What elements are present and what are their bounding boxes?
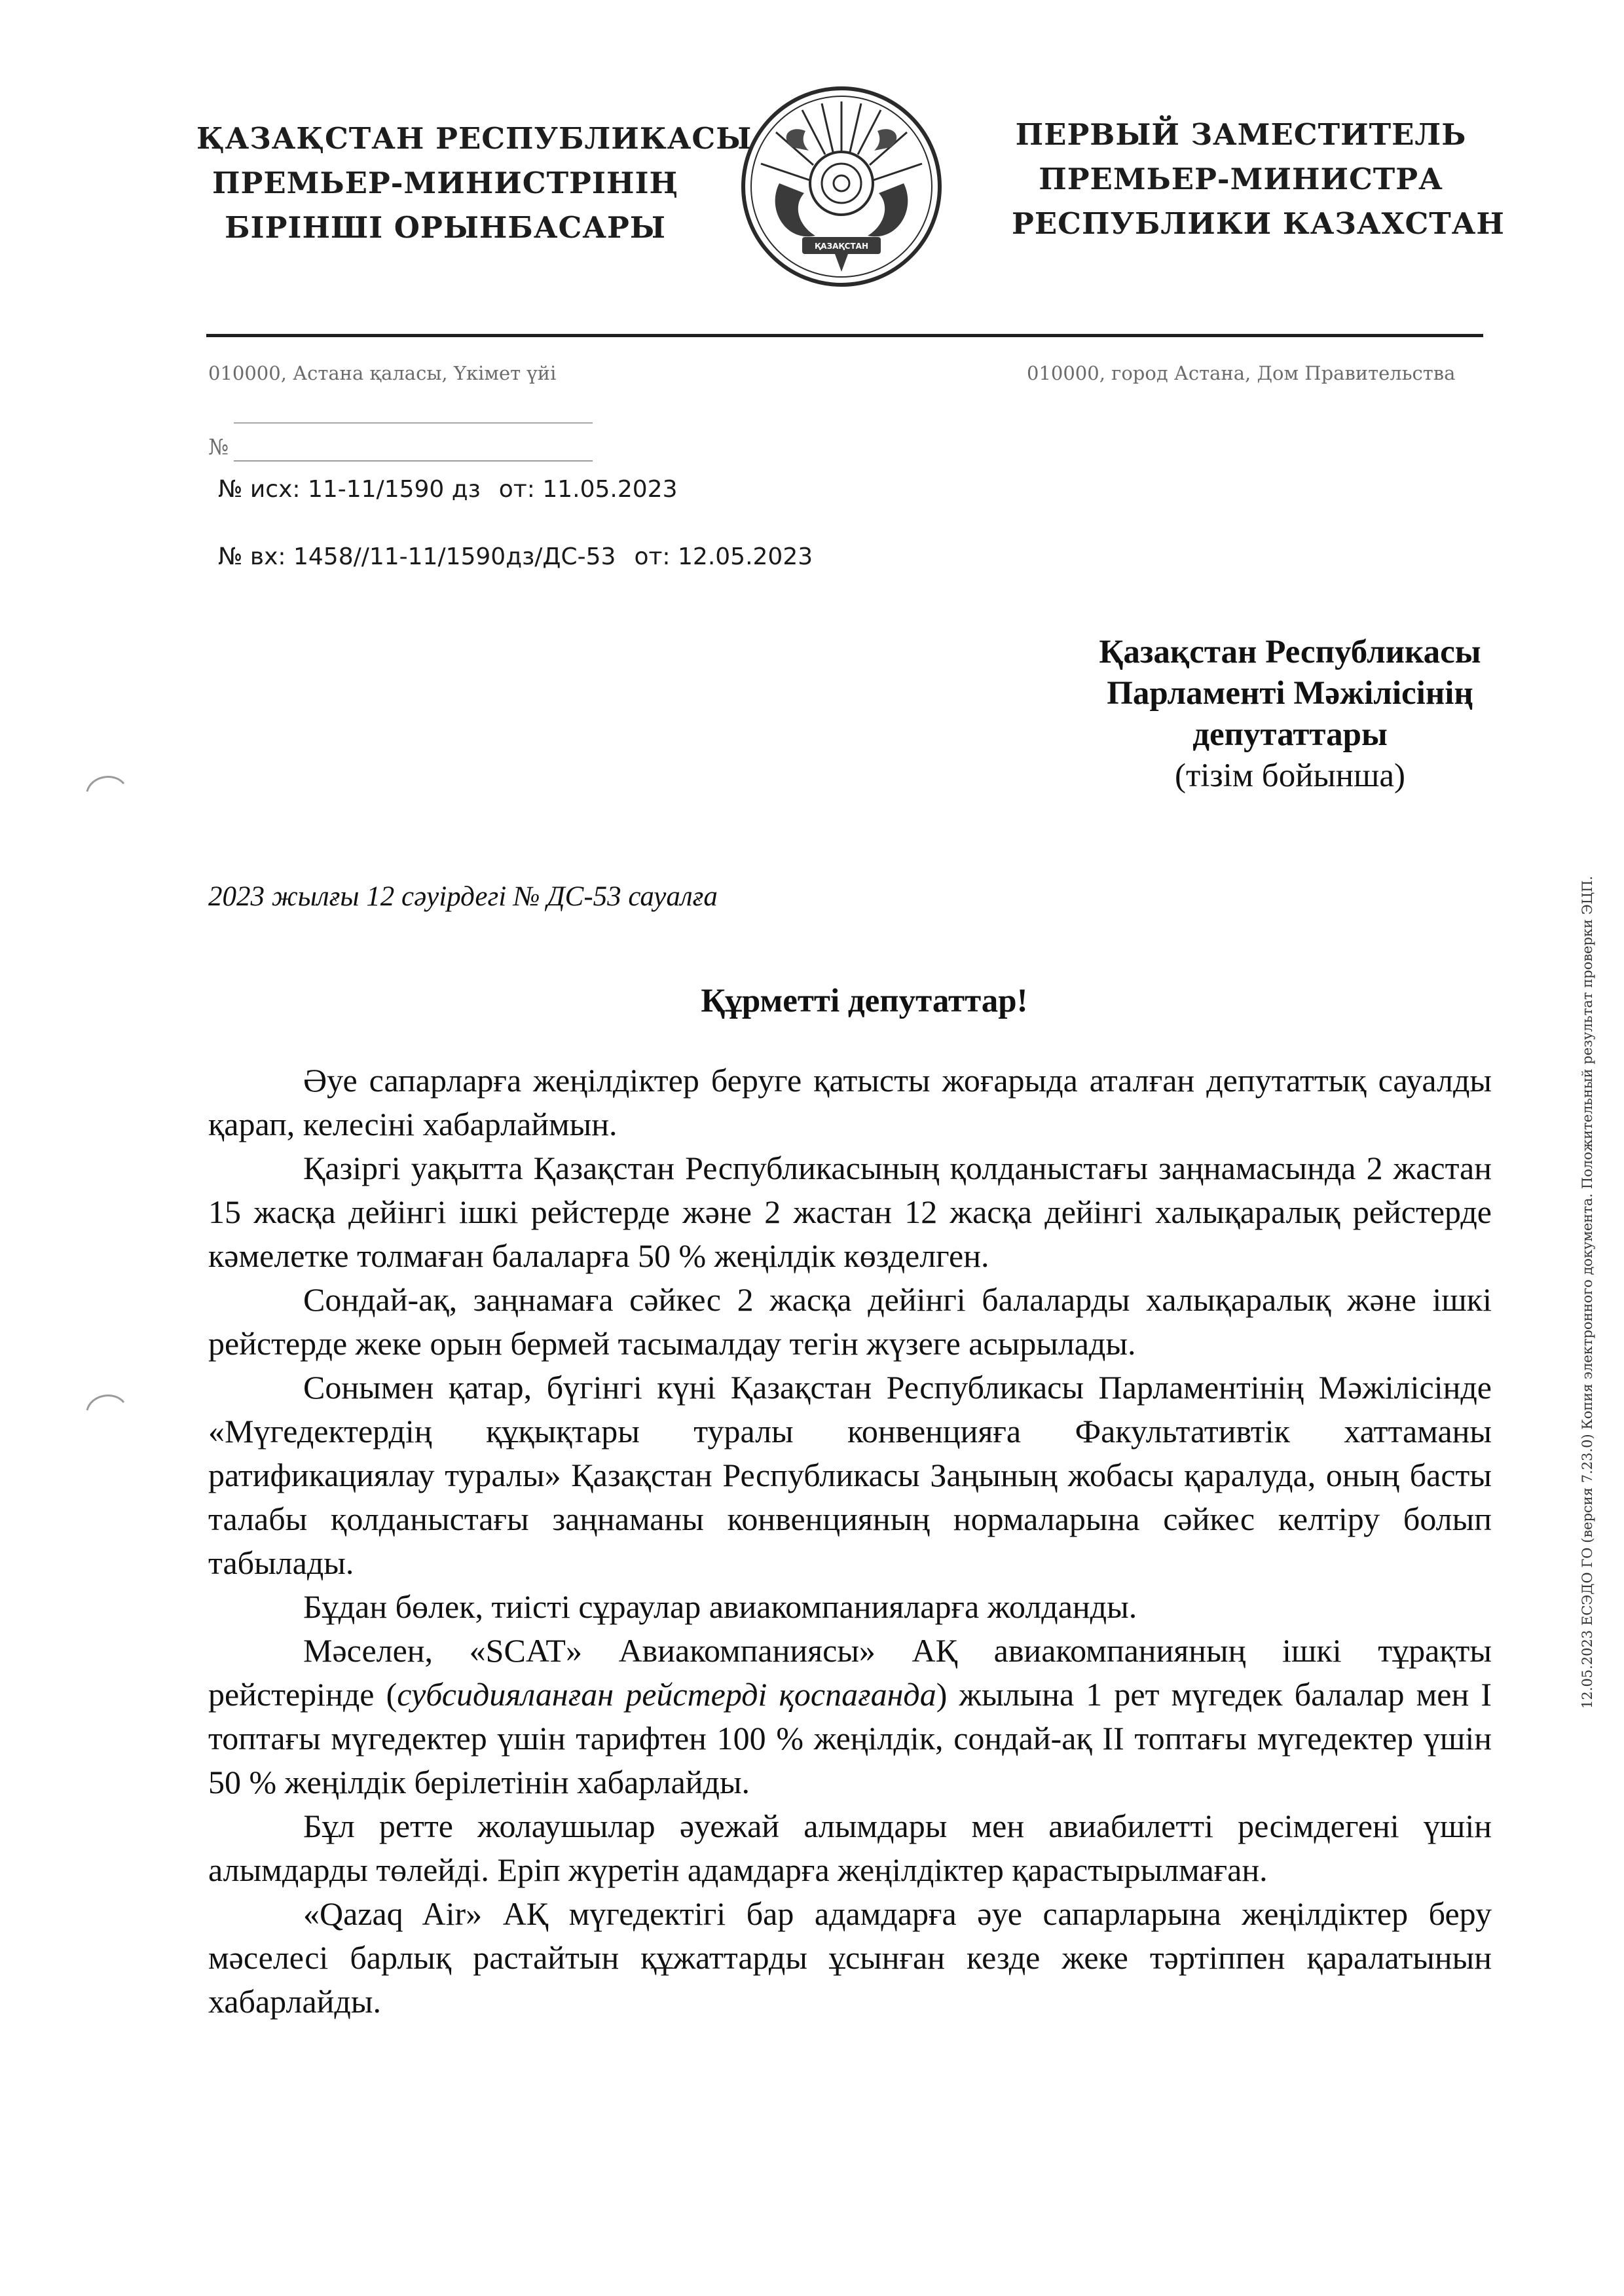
header-left-title	[196, 117, 752, 250]
header-left-line-2: ПРЕМЬЕР-МИНИСТРІНІҢ	[212, 166, 678, 200]
paragraph-1: Әуе сапарларға жеңілдіктер беруге қатысты жоғарыда аталған депутаттық сауалды қарап, келесіні хабарлаймын.	[208, 1062, 1492, 1142]
addressee-line-2: Парламенті Мәжілісінің	[1107, 675, 1473, 712]
reference-line: 2023 жылғы 12 сәуірдегі № ДС-53 сауалға	[208, 881, 718, 912]
number-label: №	[208, 434, 229, 460]
header-right-line-2: ПРЕМЬЕР-МИНИСТРА	[1039, 162, 1443, 196]
date-line	[234, 422, 593, 424]
emblem-ribbon-text: ҚАЗАҚСТАН	[814, 242, 869, 251]
header-right-line-1: ПЕРВЫЙ ЗАМЕСТИТЕЛЬ	[1015, 117, 1467, 152]
paragraph-6	[208, 1629, 1492, 1804]
paragraph-5: Бұдан бөлек, тиісті сұраулар авиакомпанияларға жолданды.	[303, 1588, 1137, 1625]
salutation: Құрметті депутаттар!	[701, 983, 1028, 1019]
header-right-title	[1012, 113, 1505, 246]
incoming-date: от: 12.05.2023	[634, 543, 813, 570]
edoc-side-note: 12.05.2023 ЕСЭДО ГО (версия 7.23.0) Копия электронного документа. Положительный результат проверки ЭЦП.	[1579, 875, 1595, 1709]
state-emblem	[740, 85, 943, 288]
paragraph-3: Сондай-ақ, заңнамаға сәйкес 2 жасқа дейінгі балаларды халықаралық және ішкі рейстерде жеке орын бермей тасымалдау тегін жүзеге асырылады.	[208, 1281, 1492, 1362]
addressee-line-4: (тізім бойынша)	[1175, 757, 1405, 794]
punch-mark-icon	[82, 1388, 128, 1414]
paragraph-4: Сонымен қатар, бүгінгі күні Қазақстан Республикасы Парламентінің Мәжілісінде «Мүгедектердің құқықтары туралы конвенцияға Факультативтік хаттаманы ратификациялау туралы» Қазақстан Республикасы Заңының жобасы қаралуда, оның басты талабы қолданыстағы заңнаманы конвенцияның нормаларына сәйкес келтіру болып табылады.	[208, 1369, 1492, 1581]
address-right: 010000, город Астана, Дом Правительства	[1027, 362, 1456, 384]
number-line	[234, 460, 593, 462]
paragraph-6-italic: субсидияланған рейстерді қоспағанда	[397, 1676, 936, 1713]
addressee-line-3: депутаттары	[1192, 716, 1388, 753]
letter-body	[208, 1059, 1492, 2024]
header-divider	[206, 334, 1483, 337]
outgoing-number: № исх: 11-11/1590 дз	[218, 476, 481, 503]
paragraph-6-start: Мәселен, «SCAT» Авиакомпаниясы» АҚ авиакомпанияның ішкі тұрақты рейстерінде (	[208, 1632, 1492, 1713]
incoming-number: № вх: 1458//11-11/1590дз/ДС-53	[218, 543, 616, 570]
addressee-block	[963, 632, 1617, 797]
paragraph-7: Бұл ретте жолаушылар әуежай алымдары мен авиабилетті ресімдегені үшін алымдарды төлейді. Еріп жүретін адамдарға жеңілдіктер қарастырылмаған.	[208, 1808, 1492, 1888]
header-right-line-3: РЕСПУБЛИКИ КАЗАХСТАН	[1012, 206, 1505, 241]
paragraph-8: «Qazaq Air» АҚ мүгедектігі бар адамдарға әуе сапарларына жеңілдіктер беру мәселесі барлық растайтын құжаттарды ұсынған кезде жеке тәртіппен қаралатынын хабарлайды.	[208, 1895, 1492, 2020]
outgoing-date: от: 11.05.2023	[498, 476, 678, 503]
address-left: 010000, Астана қаласы, Үкімет үйі	[208, 362, 557, 384]
incoming-registration	[218, 543, 813, 570]
addressee-line-1: Қазақстан Республикасы	[1099, 634, 1481, 670]
outgoing-registration	[218, 476, 677, 503]
header-left-line-1: ҚАЗАҚСТАН РЕСПУБЛИКАСЫ	[196, 121, 752, 156]
paragraph-2: Қазіргі уақытта Қазақстан Республикасының қолданыстағы заңнамасында 2 жастан 15 жасқа дейінгі ішкі рейстерде және 2 жастан 12 жасқа дейінгі халықаралық рейстерде кәмелетке толмаған балаларға 50 % жеңілдік көзделген.	[208, 1150, 1492, 1274]
punch-mark-icon	[82, 769, 128, 795]
header-left-line-3: БІРІНШІ ОРЫНБАСАРЫ	[225, 210, 666, 245]
paragraph-6-end: ) жылына 1 рет мүгедек балалар мен I топтағы мүгедектер үшін тарифтен 100 % жеңілдік, сондай-ақ II топтағы мүгедектер үшін 50 % жеңілдік берілетінін хабарлайды.	[208, 1676, 1492, 1800]
